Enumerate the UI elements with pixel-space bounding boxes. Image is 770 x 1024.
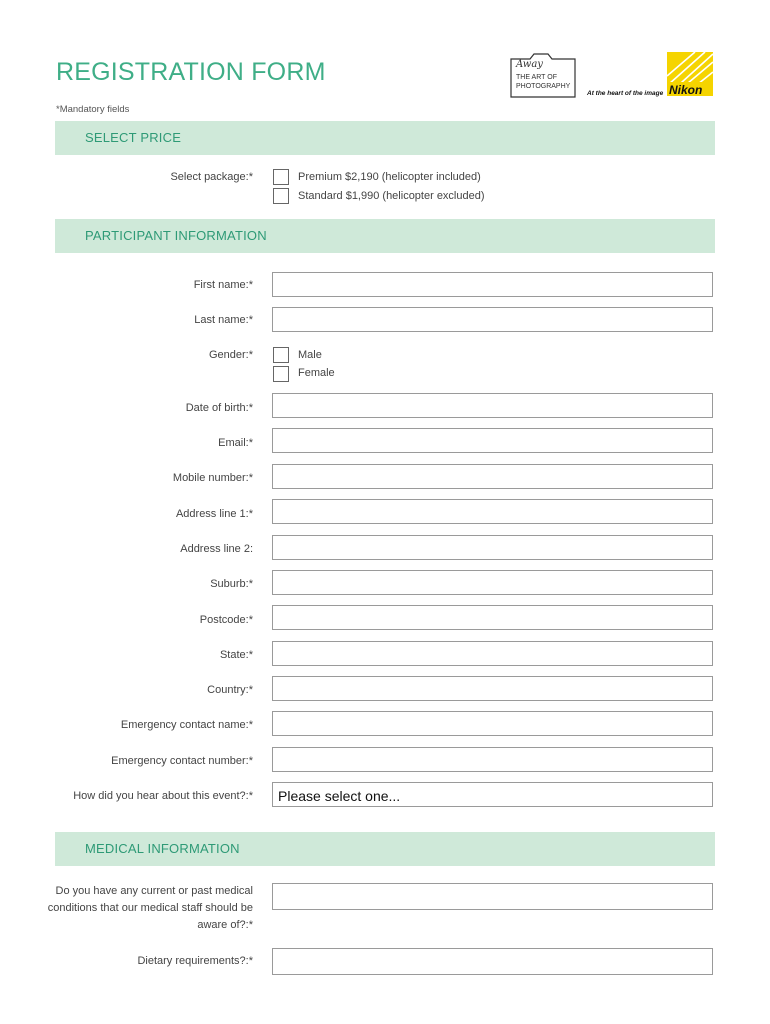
- female-option-label: Female: [298, 367, 335, 379]
- male-option-label: Male: [298, 349, 322, 361]
- state-label: State:*: [219, 649, 253, 661]
- mobile-field[interactable]: [272, 464, 713, 489]
- address1-label: Address line 1:*: [175, 508, 253, 520]
- hear-about-label: How did you hear about this event?:*: [73, 790, 253, 802]
- dietary-label: Dietary requirements?:*: [137, 955, 253, 967]
- address2-label: Address line 2:: [180, 543, 253, 555]
- section-participant-information: [55, 219, 715, 253]
- dob-label: Date of birth:*: [185, 402, 253, 414]
- medical-conditions-label: Do you have any current or past medical conditions that our medical staff should be aware of?:*: [47, 885, 253, 931]
- section-select-price: [55, 121, 715, 155]
- address1-field[interactable]: [272, 499, 713, 524]
- suburb-label: Suburb:*: [210, 578, 253, 590]
- away-logo-script: Away: [516, 59, 543, 70]
- mandatory-note: *Mandatory fields: [56, 104, 130, 115]
- medical-conditions-field[interactable]: [272, 883, 713, 910]
- gender-label: Gender:*: [208, 349, 253, 361]
- male-checkbox[interactable]: [273, 347, 289, 363]
- female-checkbox[interactable]: [273, 366, 289, 382]
- away-logo-line1: THE ART OF: [516, 74, 557, 81]
- first-name-field[interactable]: [272, 272, 713, 297]
- nikon-brand: Nikon: [669, 83, 703, 97]
- emergency-number-field[interactable]: [272, 747, 713, 772]
- mobile-label: Mobile number:*: [172, 472, 253, 484]
- section-medical-information: [55, 832, 715, 866]
- section-title: SELECT PRICE: [85, 130, 182, 145]
- page-title: REGISTRATION FORM: [56, 58, 326, 86]
- emergency-number-label: Emergency contact number:*: [111, 755, 253, 767]
- postcode-field[interactable]: [272, 605, 713, 630]
- last-name-field[interactable]: [272, 307, 713, 332]
- dob-field[interactable]: [272, 393, 713, 418]
- nikon-tagline: At the heart of the image: [587, 90, 664, 97]
- select-package-label: Select package:*: [170, 171, 253, 183]
- away-logo: [508, 51, 578, 99]
- last-name-label: Last name:*: [194, 314, 253, 326]
- standard-option-label: Standard $1,990 (helicopter excluded): [298, 190, 485, 202]
- emergency-name-field[interactable]: [272, 711, 713, 736]
- email-field[interactable]: [272, 428, 713, 453]
- country-field[interactable]: [272, 676, 713, 701]
- country-label: Country:*: [207, 684, 253, 696]
- email-label: Email:*: [218, 437, 253, 449]
- address2-field[interactable]: [272, 535, 713, 560]
- first-name-label: First name:*: [193, 279, 253, 291]
- away-logo-line2: PHOTOGRAPHY: [516, 83, 571, 90]
- section-title: PARTICIPANT INFORMATION: [85, 228, 267, 243]
- premium-checkbox[interactable]: [273, 169, 289, 185]
- state-field[interactable]: [272, 641, 713, 666]
- premium-option-label: Premium $2,190 (helicopter included): [298, 171, 481, 183]
- emergency-name-label: Emergency contact name:*: [120, 719, 253, 731]
- nikon-logo: [585, 52, 715, 98]
- section-title: MEDICAL INFORMATION: [85, 841, 240, 856]
- postcode-label: Postcode:*: [199, 614, 253, 626]
- suburb-field[interactable]: [272, 570, 713, 595]
- dietary-field[interactable]: [272, 948, 713, 975]
- standard-checkbox[interactable]: [273, 188, 289, 204]
- hear-about-select[interactable]: Please select one...: [272, 782, 713, 807]
